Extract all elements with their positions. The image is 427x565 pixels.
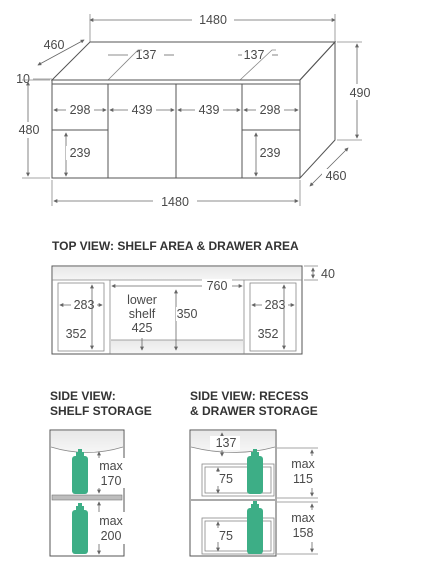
shelf-upper-max-label: max xyxy=(99,459,123,473)
bottle-icon xyxy=(247,449,263,494)
bottle-icon xyxy=(247,501,263,554)
front-height-label: 480 xyxy=(18,123,40,137)
shelf-upper-max-value: 170 xyxy=(100,474,122,488)
recess-upper-max-label: max xyxy=(291,457,315,471)
center-width-label: 760 xyxy=(206,279,228,293)
center-depth-label: 350 xyxy=(176,307,198,321)
bottom-width-label: 1480 xyxy=(161,195,189,209)
drawer-left-width-label: 298 xyxy=(69,103,91,117)
lower-shelf-label-2: shelf xyxy=(128,307,156,321)
recess-lower-max-label: max xyxy=(291,511,315,525)
recess-upper-max-value: 115 xyxy=(293,472,313,486)
left-width-label: 283 xyxy=(73,298,95,312)
top-view xyxy=(52,239,335,354)
drawer-right-height-label: 239 xyxy=(259,146,281,160)
recess-lower-max-value: 158 xyxy=(292,526,314,540)
side-view-recess xyxy=(190,389,319,556)
bottle-icon xyxy=(72,503,88,554)
right-depth-label: 352 xyxy=(257,327,279,341)
top-view-heading: TOP VIEW: SHELF AREA & DRAWER AREA xyxy=(52,239,299,253)
lower-shelf-value: 425 xyxy=(131,321,153,335)
drawer-left-height-label: 239 xyxy=(69,146,91,160)
bottle-icon xyxy=(72,449,88,494)
side-shelf-heading-1: SIDE VIEW: xyxy=(50,389,116,403)
recess-right-label: 137 xyxy=(243,48,265,62)
side-view-shelf xyxy=(50,389,152,556)
door-left-width-label: 439 xyxy=(131,103,153,117)
lower-shelf-label-1: lower xyxy=(127,293,157,307)
side-shelf-heading-2: SHELF STORAGE xyxy=(50,404,152,418)
right-width-label: 283 xyxy=(264,298,286,312)
upper-inner-label: 75 xyxy=(219,472,233,486)
side-recess-heading-1: SIDE VIEW: RECESS xyxy=(190,389,309,403)
side-height-label: 490 xyxy=(349,86,371,100)
side-depth-label: 460 xyxy=(325,169,347,183)
recess-left-label: 137 xyxy=(135,48,157,62)
lower-inner-label: 75 xyxy=(219,529,233,543)
top-thickness-label: 10 xyxy=(16,72,30,86)
drawer-right-width-label: 298 xyxy=(259,103,281,117)
depth-top-label: 460 xyxy=(43,38,65,52)
front-view xyxy=(14,11,374,209)
shelf-lower-max-label: max xyxy=(99,514,123,528)
shelf-lower-max-value: 200 xyxy=(100,529,122,543)
side-recess-heading-2: & DRAWER STORAGE xyxy=(190,404,318,418)
door-right-width-label: 439 xyxy=(198,103,220,117)
recess-depth-label: 137 xyxy=(215,436,237,450)
left-depth-label: 352 xyxy=(65,327,87,341)
top-width-label: 1480 xyxy=(199,13,227,27)
top-depth-label: 40 xyxy=(321,267,335,281)
